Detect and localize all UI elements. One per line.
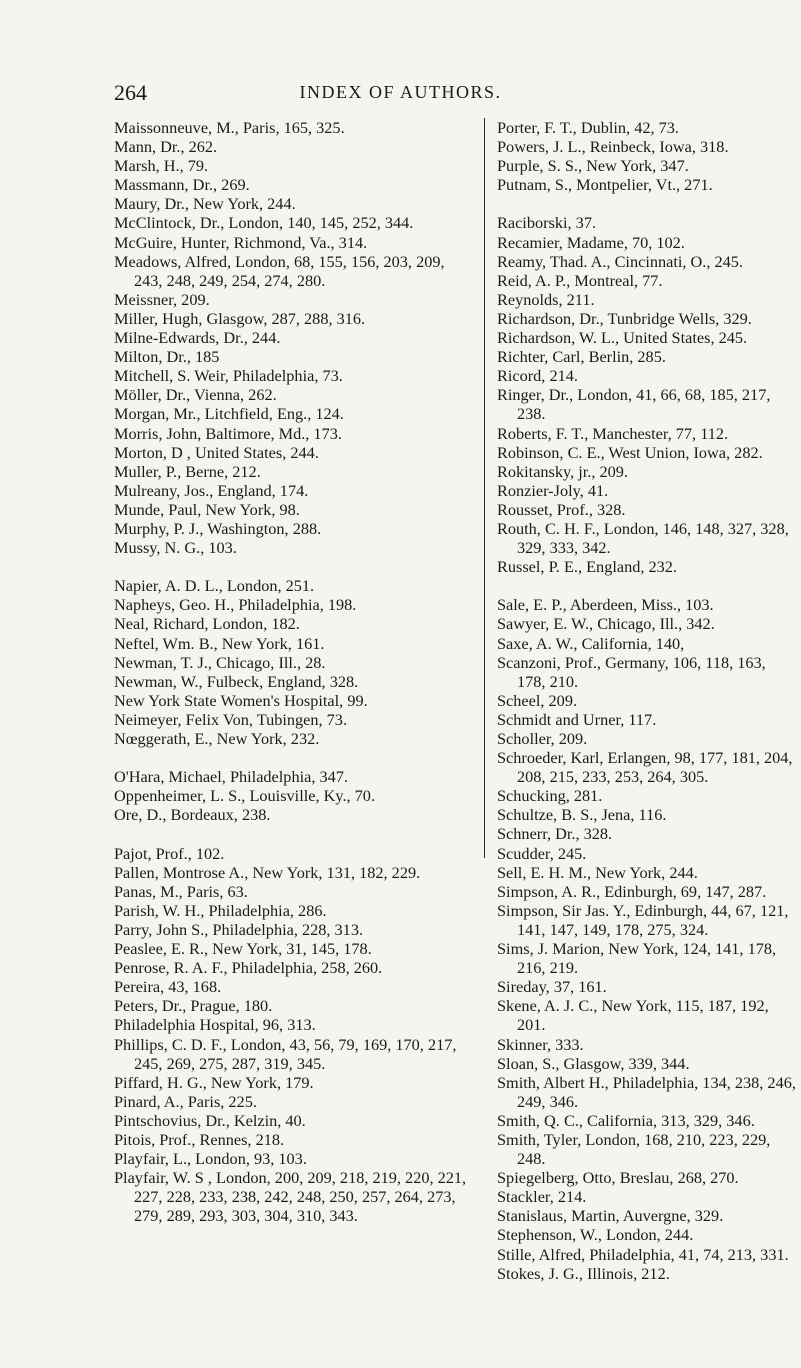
index-entry: Scanzoni, Prof., Germany, 106, 118, 163, 178, 210. (497, 652, 766, 691)
index-entry: Oppenheimer, L. S., Louisville, Ky., 70. (114, 786, 376, 806)
index-entry: Skene, A. J. C., New York, 115, 187, 192, 201. (497, 996, 769, 1035)
letter-group-gap (114, 748, 474, 767)
index-entry: Penrose, R. A. F., Philadelphia, 258, 260. (114, 958, 383, 978)
index-entry: Sims, J. Marion, New York, 124, 141, 178, 216, 219. (497, 939, 777, 978)
index-entry: Pinard, A., Paris, 225. (114, 1091, 257, 1111)
right-column (497, 118, 797, 1283)
index-entry: Newman, T. J., Chicago, Ill., 28. (114, 652, 326, 672)
index-entry: Scheel, 209. (497, 690, 578, 710)
index-entry: Pintschovius, Dr., Kelzin, 40. (114, 1110, 306, 1130)
index-entry: Playfair, W. S , London, 200, 209, 218, 219, 220, 221, 227, 228, 233, 238, 242, 248, 250, 257, 264, 273, 279, 289, 293, 303, 304, 310, 343. (114, 1168, 467, 1226)
index-entry: Philadelphia Hospital, 96, 313. (114, 1015, 316, 1035)
index-entry: Massmann, Dr., 269. (114, 175, 250, 195)
index-entry: Rokitansky, jr., 209. (497, 461, 629, 481)
index-entry: Robinson, C. E., West Union, Iowa, 282. (497, 442, 763, 462)
index-entry: Stille, Alfred, Philadelphia, 41, 74, 213, 331. (497, 1244, 789, 1264)
left-column (114, 118, 474, 1225)
index-entry: McGuire, Hunter, Richmond, Va., 314. (114, 232, 368, 252)
index-entry: Pajot, Prof., 102. (114, 843, 225, 863)
index-entry: Miller, Hugh, Glasgow, 287, 288, 316. (114, 308, 366, 328)
index-entry: Purple, S. S., New York, 347. (497, 156, 689, 176)
index-entry: Munde, Paul, New York, 98. (114, 499, 300, 519)
index-entry: Parish, W. H., Philadelphia, 286. (114, 900, 327, 920)
index-entry: Skinner, 333. (497, 1034, 584, 1054)
index-entry: Nœggerath, E., New York, 232. (114, 729, 320, 748)
index-entry: Mulreany, Jos., England, 174. (114, 480, 309, 500)
index-entry: Scudder, 245. (497, 843, 587, 863)
letter-group-gap (497, 194, 797, 213)
index-entry: Sawyer, E. W., Chicago, Ill., 342. (497, 614, 715, 634)
index-entry: Murphy, P. J., Washington, 288. (114, 518, 322, 538)
index-entry: Reynolds, 211. (497, 289, 595, 309)
index-entry: Simpson, A. R., Edinburgh, 69, 147, 287. (497, 881, 767, 901)
index-entry: Meissner, 209. (114, 289, 210, 309)
index-entry: Ronzier-Joly, 41. (497, 480, 609, 500)
index-entry: Morris, John, Baltimore, Md., 173. (114, 423, 342, 443)
letter-group-gap (114, 557, 474, 576)
index-entry: Stokes, J. G., Illinois, 212. (497, 1263, 670, 1283)
index-entry: Parry, John S., Philadelphia, 228, 313. (114, 919, 364, 939)
index-entry: Smith, Q. C., California, 313, 329, 346. (497, 1110, 755, 1130)
index-entry: Routh, C. H. F., London, 146, 148, 327, 328, 329, 333, 342. (497, 518, 789, 558)
index-entry: Richter, Carl, Berlin, 285. (497, 347, 666, 367)
index-entry: Roberts, F. T., Manchester, 77, 112. (497, 423, 729, 443)
index-entry: Ore, D., Bordeaux, 238. (114, 805, 271, 825)
index-entry: Schultze, B. S., Jena, 116. (497, 805, 667, 825)
index-entry: Pereira, 43, 168. (114, 977, 222, 997)
letter-group-gap (114, 824, 474, 843)
index-entry: Piffard, H. G., New York, 179. (114, 1072, 314, 1092)
index-entry: Powers, J. L., Reinbeck, Iowa, 318. (497, 137, 729, 157)
index-entry: Neftel, Wm. B., New York, 161. (114, 633, 325, 653)
index-entry: Reamy, Thad. A., Cincinnati, O., 245. (497, 251, 743, 271)
index-entry: O'Hara, Michael, Philadelphia, 347. (114, 767, 348, 787)
index-entry: Reid, A. P., Montreal, 77. (497, 270, 663, 290)
index-entry: Morton, D , United States, 244. (114, 442, 319, 462)
index-entry: Milne-Edwards, Dr., 244. (114, 328, 281, 348)
index-entry: Pitois, Prof., Rennes, 218. (114, 1129, 285, 1149)
index-entry: Milton, Dr., 185 (114, 347, 220, 367)
index-entry: Marsh, H., 79. (114, 156, 209, 176)
index-entry: Sireday, 37, 161. (497, 977, 607, 997)
index-entry: Neal, Richard, London, 182. (114, 614, 300, 634)
index-entry: Ringer, Dr., London, 41, 66, 68, 185, 217, 238. (497, 385, 771, 424)
index-entry: Möller, Dr., Vienna, 262. (114, 385, 277, 405)
letter-group-gap (497, 576, 797, 595)
index-entry: Saxe, A. W., California, 140, (497, 633, 685, 653)
index-entry: Neimeyer, Felix Von, Tubingen, 73. (114, 709, 348, 729)
index-entry: Napheys, Geo. H., Philadelphia, 198. (114, 595, 357, 615)
index-entry: Peaslee, E. R., New York, 31, 145, 178. (114, 939, 372, 959)
index-entry: Stephenson, W., London, 244. (497, 1225, 694, 1245)
index-entry: Meadows, Alfred, London, 68, 155, 156, 203, 209, 243, 248, 249, 254, 274, 280. (114, 251, 445, 290)
index-entry: Recamier, Madame, 70, 102. (497, 232, 685, 252)
index-entry: Maissonneuve, M., Paris, 165, 325. (114, 118, 345, 137)
running-title: INDEX OF AUTHORS. (299, 82, 502, 102)
index-entry: Spiegelberg, Otto, Breslau, 268, 270. (497, 1168, 739, 1188)
index-entry: Muller, P., Berne, 212. (114, 461, 261, 481)
index-entry: Mann, Dr., 262. (114, 137, 218, 157)
index-entry: Pallen, Montrose A., New York, 131, 182, 229. (114, 862, 421, 882)
index-entry: Schnerr, Dr., 328. (497, 824, 613, 844)
index-entry: Sale, E. P., Aberdeen, Miss., 103. (497, 595, 714, 615)
index-entry: Sell, E. H. M., New York, 244. (497, 862, 698, 882)
index-entry: Porter, F. T., Dublin, 42, 73. (497, 118, 679, 137)
index-entry: Smith, Albert H., Philadelphia, 134, 238, 246, 249, 346. (497, 1072, 796, 1111)
index-entry: New York State Women's Hospital, 99. (114, 690, 368, 710)
page-header (0, 80, 801, 110)
index-entry: Ricord, 214. (497, 366, 578, 386)
index-entry: Scholler, 209. (497, 729, 588, 748)
index-entry: Schmidt and Urner, 117. (497, 709, 657, 729)
index-entry: Panas, M., Paris, 63. (114, 881, 248, 901)
index-entry: Richardson, W. L., United States, 245. (497, 328, 748, 348)
index-entry: Maury, Dr., New York, 244. (114, 194, 296, 214)
index-entry: Newman, W., Fulbeck, England, 328. (114, 671, 359, 691)
index-entry: Richardson, Dr., Tunbridge Wells, 329. (497, 308, 752, 328)
index-entry: Putnam, S., Montpelier, Vt., 271. (497, 175, 713, 195)
index-entry: Smith, Tyler, London, 168, 210, 223, 229, 248. (497, 1129, 771, 1169)
index-entry: Mitchell, S. Weir, Philadelphia, 73. (114, 366, 343, 386)
index-entry: Peters, Dr., Prague, 180. (114, 996, 273, 1016)
column-divider (484, 118, 485, 858)
index-entry: Schroeder, Karl, Erlangen, 98, 177, 181, 204, 208, 215, 233, 253, 264, 305. (497, 748, 793, 787)
page-number: 264 (114, 80, 147, 105)
index-entry: Morgan, Mr., Litchfield, Eng., 124. (114, 404, 344, 424)
index-entry: Mussy, N. G., 103. (114, 538, 237, 558)
index-entry: Simpson, Sir Jas. Y., Edinburgh, 44, 67, 121, 141, 147, 149, 178, 275, 324. (497, 900, 789, 939)
index-entry: Napier, A. D. L., London, 251. (114, 576, 315, 596)
index-entry: Rousset, Prof., 328. (497, 499, 626, 519)
index-entry: Schucking, 281. (497, 786, 603, 806)
index-entry: Raciborski, 37. (497, 213, 597, 233)
index-entry: Playfair, L., London, 93, 103. (114, 1149, 307, 1169)
index-entry: Stackler, 214. (497, 1187, 587, 1207)
index-entry: Sloan, S., Glasgow, 339, 344. (497, 1053, 690, 1073)
index-entry: Russel, P. E., England, 232. (497, 557, 677, 577)
index-entry: Stanislaus, Martin, Auvergne, 329. (497, 1206, 724, 1226)
index-entry: McClintock, Dr., London, 140, 145, 252, 344. (114, 213, 414, 233)
index-entry: Phillips, C. D. F., London, 43, 56, 79, 169, 170, 217, 245, 269, 275, 287, 319, 345. (114, 1034, 457, 1073)
